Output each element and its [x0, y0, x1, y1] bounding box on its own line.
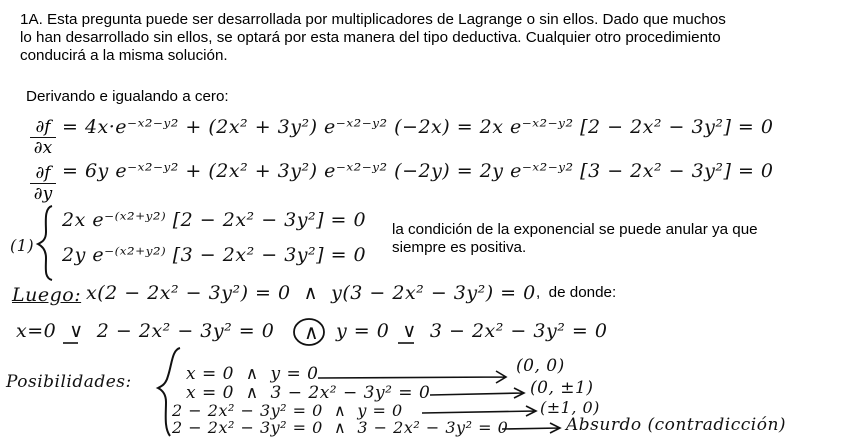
possibility-result-2: (0, ±1) — [530, 378, 594, 398]
posibilidades-label: Posibilidades: — [6, 372, 132, 392]
arrow-2 — [430, 388, 524, 398]
intro-line-3: conducirá a la misma solución. — [20, 47, 228, 64]
posibilidades-brace — [158, 348, 180, 436]
partial-x-denominator: ∂x — [33, 138, 53, 158]
system-equation-2: 2y e⁻⁽ˣ²⁺ʸ²⁾ [3 − 2x² − 3y²] = 0 — [62, 244, 367, 266]
derivando-label: Derivando e igualando a cero: — [26, 88, 229, 105]
and-circle — [294, 319, 324, 345]
intro-line-2: lo han desarrollado sin ellos, se optará por esta manera del tipo deductiva. Cualquier otro procedimiento — [20, 29, 721, 46]
result-arrows — [318, 371, 560, 433]
partial-y-denominator: ∂y — [33, 184, 53, 204]
partial-y-equation: = 6y e⁻ˣ²⁻ʸ² + (2x² + 3y²) e⁻ˣ²⁻ʸ² (−2y) = 2y e⁻ˣ²⁻ʸ² [3 − 2x² − 3y²] = 0 — [62, 160, 774, 182]
possibility-condition-1: x = 0 ∧ y = 0 — [186, 364, 319, 384]
arrow-1 — [318, 371, 506, 383]
possibility-condition-3: 2 − 2x² − 3y² = 0 ∧ y = 0 — [172, 401, 403, 420]
partial-x-equation: = 4x·e⁻ˣ²⁻ʸ² + (2x² + 3y²) e⁻ˣ²⁻ʸ² (−2x) = 2x e⁻ˣ²⁻ʸ² [2 − 2x² − 3y²] = 0 — [62, 116, 774, 138]
possibility-condition-4: 2 − 2x² − 3y² = 0 ∧ 3 − 2x² − 3y² = 0 — [172, 418, 509, 437]
cases-and-symbol: ∧ — [304, 320, 320, 344]
luego-suffix: , de donde: — [536, 284, 617, 301]
possibility-result-4: Absurdo (contradicción) — [566, 415, 787, 435]
arrow-4 — [502, 423, 560, 433]
luego-label: Luego: — [12, 284, 82, 306]
note-line-1: la condición de la exponencial se puede anular ya que — [392, 221, 758, 238]
system-equation-1: 2x e⁻⁽ˣ²⁺ʸ²⁾ [2 − 2x² − 3y²] = 0 — [62, 209, 367, 231]
partial-y-numerator: ∂f — [30, 164, 56, 184]
note-line-2: siempre es positiva. — [392, 239, 527, 256]
luego-expression: x(2 − 2x² − 3y²) = 0 ∧ y(3 − 2x² − 3y²) = 0 — [86, 282, 536, 304]
system-label: (1) — [10, 236, 35, 255]
system-brace — [38, 206, 52, 280]
possibility-result-3: (±1, 0) — [540, 398, 600, 417]
possibility-result-1: (0, 0) — [516, 356, 565, 376]
arrow-3 — [422, 406, 536, 416]
cases-right: y = 0 ∨ 3 − 2x² − 3y² = 0 — [336, 320, 608, 342]
intro-line-1: 1A. Esta pregunta puede ser desarrollada por multiplicadores de Lagrange o sin ellos. Dado que muchos — [20, 11, 726, 28]
cases-left: x=0 ∨ 2 − 2x² − 3y² = 0 — [16, 320, 275, 342]
partial-x-numerator: ∂f — [30, 118, 56, 138]
possibility-condition-2: x = 0 ∧ 3 − 2x² − 3y² = 0 — [186, 383, 431, 403]
